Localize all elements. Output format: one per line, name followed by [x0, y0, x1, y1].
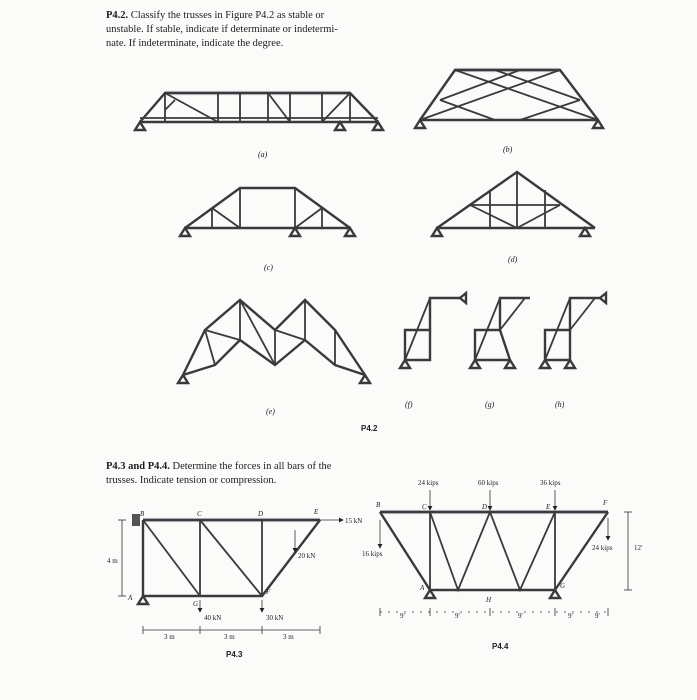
- truss-c: [180, 188, 355, 236]
- load-36kips: 36 kips: [540, 479, 561, 487]
- dim-span-2: 3 m: [224, 633, 235, 641]
- node-c: C: [422, 503, 427, 511]
- load-60kips: 60 kips: [478, 479, 499, 487]
- dim-span-5: 9': [595, 612, 600, 620]
- load-24kips-f: 24 kips: [592, 544, 613, 552]
- problem-text-line3: nate. If indeterminate, indicate the degree.: [106, 38, 284, 49]
- dim-span-1: 3 m: [164, 633, 175, 641]
- figure-caption-p4-4: P4.4: [492, 642, 509, 651]
- load-24kips-c: 24 kips: [418, 479, 439, 487]
- node-h: H: [486, 596, 492, 604]
- truss-p4-4: [380, 512, 608, 598]
- node-a: A: [128, 594, 133, 602]
- label-d: (d): [508, 255, 518, 264]
- node-a: A: [420, 584, 425, 592]
- dim-span-2: 9': [455, 612, 460, 620]
- truss-h: [540, 293, 606, 368]
- problem-p4-3-p4-4: [106, 460, 376, 488]
- node-b: B: [376, 501, 381, 509]
- load-40kn: 40 kN: [204, 614, 222, 622]
- p4-3-annotations: [107, 508, 362, 641]
- dim-height: 12': [634, 544, 643, 552]
- load-30kn: 30 kN: [266, 614, 284, 622]
- truss-b: [415, 70, 603, 128]
- problem-number: P4.3 and P4.4.: [106, 461, 170, 472]
- label-e: (e): [266, 407, 275, 416]
- load-16kips: 16 kips: [362, 550, 383, 558]
- truss-d: [432, 172, 595, 236]
- label-a: (a): [258, 150, 268, 159]
- problem-text-line1: Classify the trusses in Figure P4.2 as stable or: [130, 10, 325, 21]
- dim-span-1: 9': [400, 612, 405, 620]
- node-d: D: [258, 510, 264, 518]
- label-c: (c): [264, 263, 273, 272]
- node-b: B: [140, 510, 145, 518]
- problem-text-line1: Determine the forces in all bars of the: [172, 461, 332, 472]
- node-c: C: [197, 510, 202, 518]
- label-g: (g): [485, 400, 495, 409]
- truss-p4-3: [132, 514, 320, 604]
- node-g: G: [560, 582, 566, 590]
- truss-f: [400, 293, 466, 368]
- dim-height: 4 m: [107, 557, 118, 565]
- problem-number: P4.2.: [106, 10, 129, 21]
- problem-text-line2: trusses. Indicate tension or compression.: [106, 475, 277, 486]
- node-e: E: [314, 508, 319, 516]
- label-f: (f): [405, 400, 413, 409]
- truss-g: [470, 298, 530, 368]
- truss-e: [178, 300, 370, 383]
- node-g: G: [193, 600, 199, 608]
- figure-caption-p4-3: P4.3: [226, 650, 243, 659]
- load-15kn: 15 kN: [345, 517, 363, 525]
- node-f: F: [603, 499, 608, 507]
- problem-text-line2: unstable. If stable, indicate if determinate or indetermi-: [106, 24, 338, 35]
- node-e: E: [546, 503, 551, 511]
- dim-span-3: 3 m: [283, 633, 294, 641]
- dim-span-4: 9': [568, 612, 573, 620]
- label-b: (b): [503, 145, 513, 154]
- figure-caption-p4-2: P4.2: [361, 424, 378, 433]
- truss-a: [135, 93, 383, 130]
- label-h: (h): [555, 400, 565, 409]
- node-d: D: [482, 503, 488, 511]
- node-f: F: [266, 588, 271, 596]
- load-20kn: 20 kN: [298, 552, 316, 560]
- dim-span-3: 9': [518, 612, 523, 620]
